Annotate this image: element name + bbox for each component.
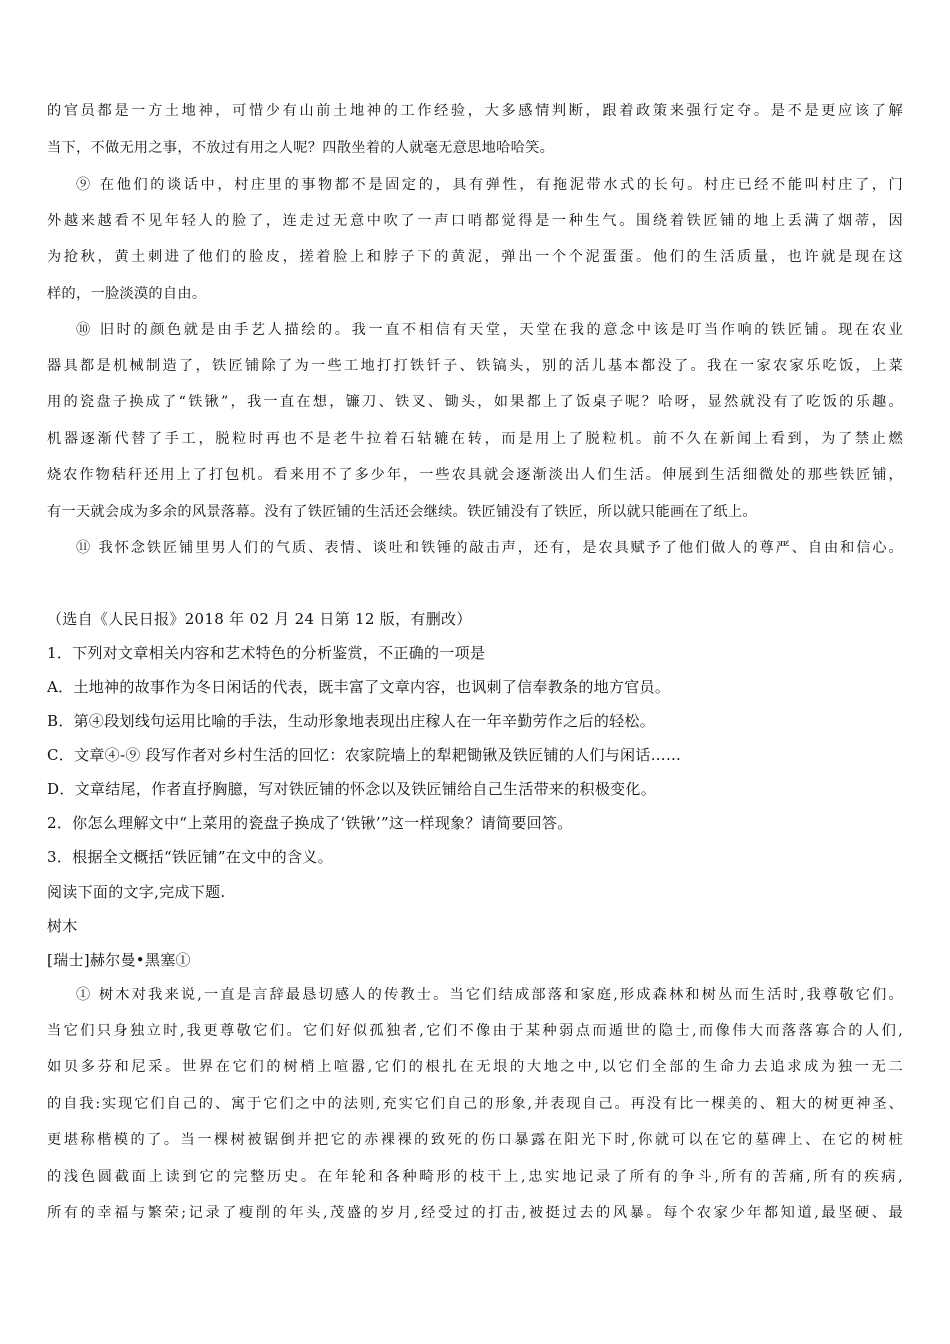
- paragraph-8-line-1: 的官员都是一方土地神，可惜少有山前土地神的工作经验，大多感情判断，跟着政策来强行定夺。是不是更应该了解: [47, 103, 903, 119]
- essay2-paragraph-1-line-2: 当它们只身独立时,我更尊敬它们。它们好似孤独者,它们不像由于某种弱点而遁世的隐士,而像伟大而落落寡合的人们,: [47, 1023, 903, 1039]
- essay-title: 树木: [47, 917, 78, 935]
- source-note: （选自《人民日报》2018 年 02 月 24 日第 12 版，有删改）: [47, 610, 472, 628]
- question-1-option-d: D．文章结尾，作者直抒胸臆，写对铁匠铺的怀念以及铁匠铺给自己生活带来的积极变化。: [47, 780, 657, 798]
- paragraph-10-line-2: 器具都是机械制造了，铁匠铺除了为一些工地打打铁钎子、铁镐头，别的活儿基本都没了。我在一家农家乐吃饭，上菜: [47, 358, 903, 374]
- question-3: 3．根据全文概括“铁匠铺”在文中的含义。: [47, 848, 333, 866]
- essay2-paragraph-1-line-4: 的自我:实现它们自己的、寓于它们之中的法则,充实它们自己的形象,并表现自己。再没有比一棵美的、粗大的树更神圣、: [47, 1096, 903, 1112]
- paragraph-10-line-6: 有一天就会成为多余的风景落幕。没有了铁匠铺的生活还会继续。铁匠铺没有了铁匠，所以就只能画在了纸上。: [47, 504, 757, 520]
- essay2-paragraph-1-line-6: 的浅色圆截面上读到它的完整历史。在年轮和各种畸形的枝干上,忠实地记录了所有的争斗,所有的苦痛,所有的疾病,: [47, 1169, 903, 1185]
- question-1-option-a: A．土地神的故事作为冬日闲话的代表，既丰富了文章内容，也讽刺了信奉教条的地方官员。: [47, 678, 671, 696]
- essay2-paragraph-1-line-5: 更堪称楷模的了。当一棵树被锯倒并把它的赤裸裸的致死的伤口暴露在阳光下时,你就可以在它的墓碑上、在它的树桩: [47, 1132, 903, 1148]
- question-1-option-b: B．第④段划线句运用比喻的手法，生动形象地表现出庄稼人在一年辛勤劳作之后的轻松。: [47, 712, 656, 730]
- paragraph-11: ⑪ 我怀念铁匠铺里男人们的气质、表情、谈吐和铁锤的敲击声，还有，是农具赋予了他们做人的尊严、自由和信心。: [76, 540, 903, 556]
- paragraph-9-line-4: 样的，一脸淡漠的自由。: [47, 286, 207, 302]
- question-1: 1．下列对文章相关内容和艺术特色的分析鉴赏，不正确的一项是: [47, 644, 486, 662]
- reading-instruction: 阅读下面的文字,完成下题.: [47, 883, 226, 901]
- paragraph-10-line-1: ⑩ 旧时的颜色就是由手艺人描绘的。我一直不相信有天堂，天堂在我的意念中该是叮当作响的铁匠铺。现在农业: [76, 322, 903, 338]
- paragraph-9-line-3: 为抢秋，黄土刺进了他们的脸皮，搓着脸上和脖子下的黄泥，弹出一个个泥蛋蛋。他们的生活质量，也许就是现在这: [47, 249, 903, 265]
- essay2-paragraph-1-line-3: 如贝多芬和尼采。世界在它们的树梢上喧嚣,它们的根扎在无垠的大地之中,以它们全部的生命力去追求成为独一无二: [47, 1059, 903, 1075]
- paragraph-8-line-2: 当下，不做无用之事，不放过有用之人呢？四散坐着的人就毫无意思地哈哈笑。: [47, 140, 555, 156]
- essay2-paragraph-1-line-7: 所有的幸福与繁荣;记录了瘦削的年头,茂盛的岁月,经受过的打击,被挺过去的风暴。每个农家少年都知道,最坚硬、最: [47, 1205, 903, 1221]
- paragraph-9-line-2: 外越来越看不见年轻人的脸了，连走过无意中吹了一声口哨都觉得是一种生气。围绕着铁匠铺的地上丢满了烟蒂，因: [47, 213, 903, 229]
- paragraph-10-line-3: 用的瓷盘子换成了“铁锹”，我一直在想，镰刀、铁叉、锄头，如果都上了饭桌子呢？哈呀，显然就没有了吃饭的乐趣。: [47, 394, 903, 410]
- question-1-option-c: C．文章④-⑨ 段写作者对乡村生活的回忆：农家院墙上的犁耙锄锹及铁匠铺的人们与闲话……: [47, 746, 682, 764]
- paragraph-9-line-1: ⑨ 在他们的谈话中，村庄里的事物都不是固定的，具有弹性，有拖泥带水式的长句。村庄已经不能叫村庄了，门: [76, 177, 903, 193]
- paragraph-10-line-4: 机器逐渐代替了手工，脱粒时再也不是老牛拉着石轱辘在转，而是用上了脱粒机。前不久在新闻上看到，为了禁止燃: [47, 431, 903, 447]
- essay2-paragraph-1-line-1: ① 树木对我来说,一直是言辞最恳切感人的传教士。当它们结成部落和家庭,形成森林和树丛而生活时,我尊敬它们。: [76, 987, 903, 1003]
- paragraph-10-line-5: 烧农作物秸秆还用上了打包机。看来用不了多少年，一些农具就会逐渐淡出人们生活。伸展到生活细微处的那些铁匠铺，: [47, 467, 903, 483]
- question-2: 2．你怎么理解文中“上菜用的瓷盘子换成了‘铁锹’”这一样现象？请简要回答。: [47, 814, 573, 832]
- essay-author: [瑞士]赫尔曼•黑塞①: [47, 951, 191, 969]
